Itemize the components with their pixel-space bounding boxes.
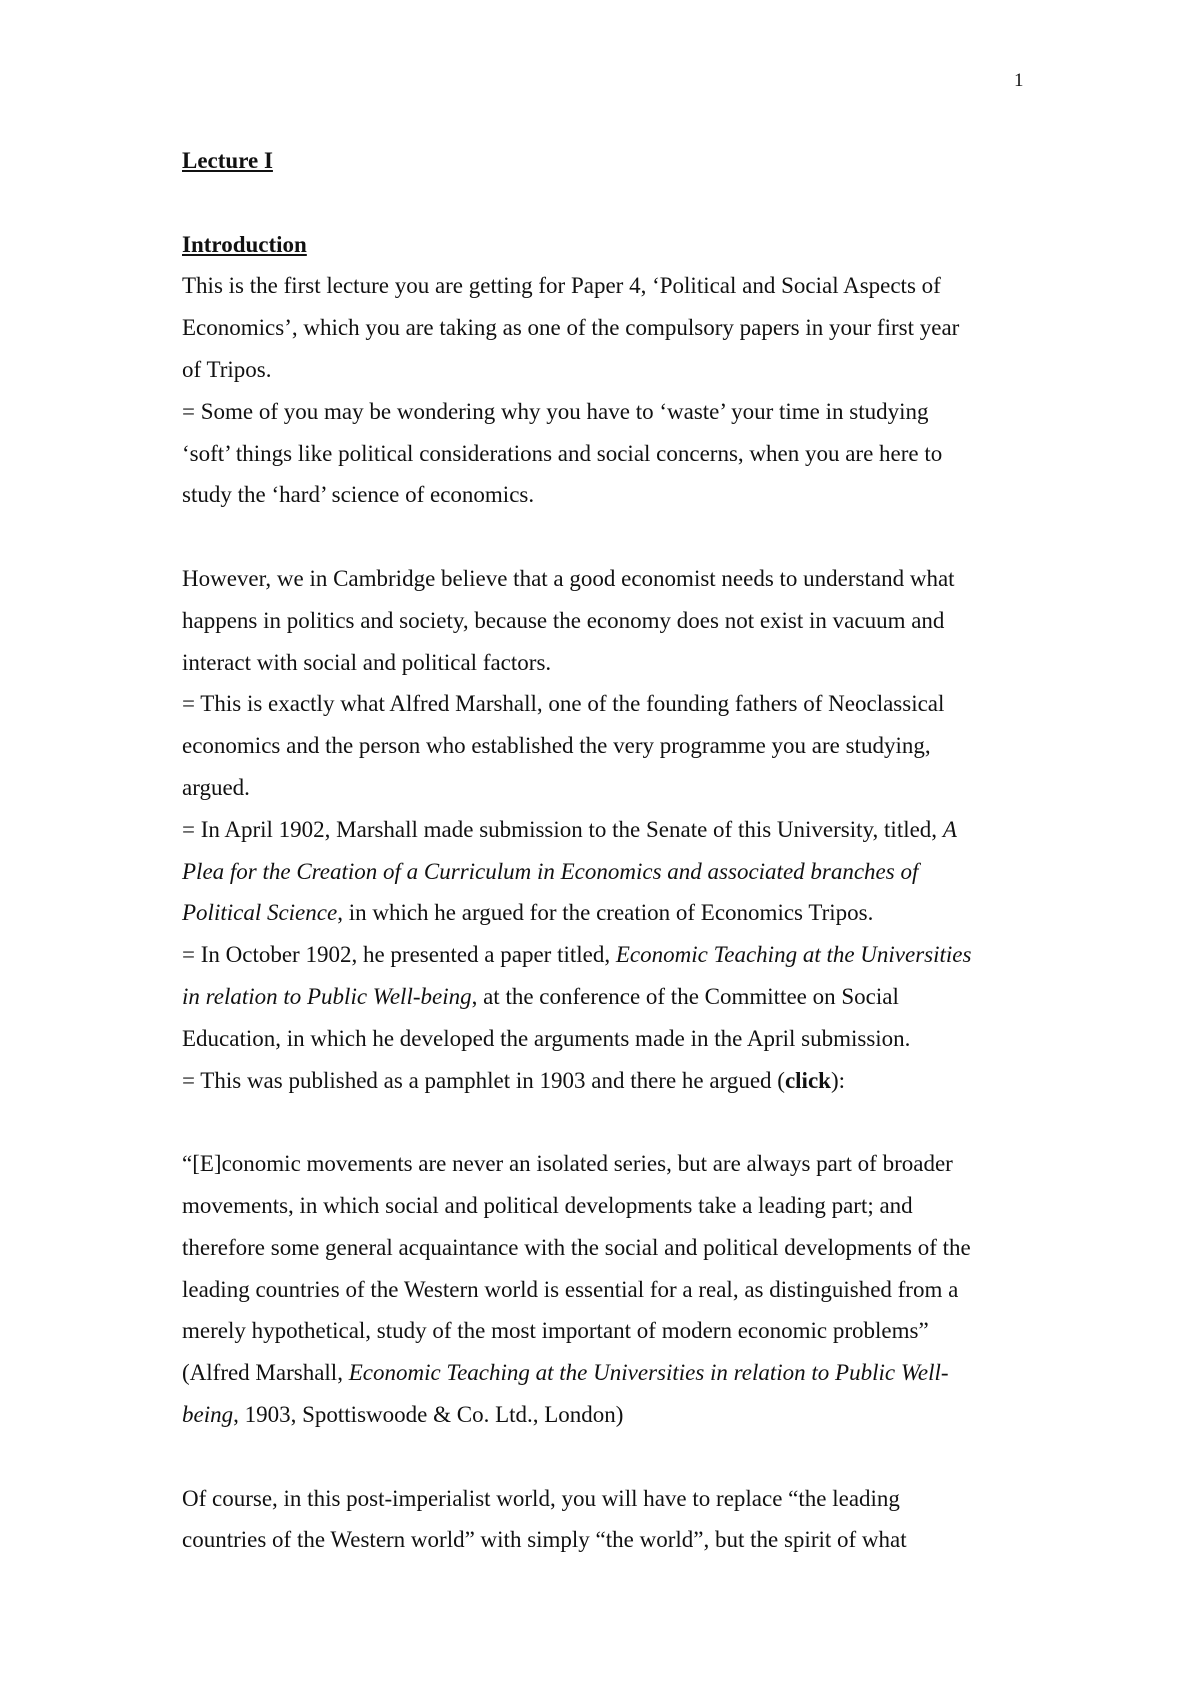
quote-line: therefore some general acquaintance with the social and political developments of the [182,1234,971,1260]
april-line-2: Plea for the Creation of a Curriculum in Economics and associated branches of [182,858,919,884]
citation-line-2: being, 1903, Spottiswoode & Co. Ltd., London) [182,1401,624,1427]
page-number: 1 [1014,70,1024,91]
october-line-2: in relation to Public Well-being, at the conference of the Committee on Social [182,983,899,1009]
paragraph-line: However, we in Cambridge believe that a good economist needs to understand what [182,565,955,591]
paragraph-line: argued. [182,774,250,800]
paragraph-line: study the ‘hard’ science of economics. [182,482,535,508]
paragraph-line: ‘soft’ things like political considerations and social concerns, when you are here to [182,440,943,466]
citation-line-1: (Alfred Marshall, Economic Teaching at the Universities in relation to Public Well- [182,1360,949,1386]
paragraph-line: = This is exactly what Alfred Marshall, one of the founding fathers of Neoclassical [182,691,945,717]
october-line-1: = In October 1902, he presented a paper titled, Economic Teaching at the Universities [182,942,972,968]
paragraph-line: of Tripos. [182,356,272,382]
blank-line [182,182,1042,224]
quote-line: movements, in which social and political developments take a leading part; and [182,1192,913,1218]
paragraph-line: This is the first lecture you are getting for Paper 4, ‘Political and Social Aspects of [182,273,941,299]
april-line-1: = In April 1902, Marshall made submission to the Senate of this University, titled, A [182,816,957,842]
quote-line: leading countries of the Western world is essential for a real, as distinguished from a [182,1276,959,1302]
october-line-3: Education, in which he developed the arguments made in the April submission. [182,1025,911,1051]
blank-line [182,1436,1042,1478]
paragraph-line: economics and the person who established the very programme you are studying, [182,733,931,759]
lecture-heading: Lecture I [182,148,273,173]
pamphlet-line: = This was published as a pamphlet in 1903 and there he argued (click): [182,1067,846,1093]
paragraph-line: Economics’, which you are taking as one of the compulsory papers in your first year [182,315,960,341]
section-heading: Introduction [182,231,307,257]
blank-line [182,516,1042,558]
paragraph-line: interact with social and political factors. [182,649,552,675]
april-line-3: Political Science, in which he argued for the creation of Economics Tripos. [182,900,874,926]
document-body [182,140,1042,1561]
paragraph-line: happens in politics and society, because the economy does not exist in vacuum and [182,607,945,633]
quote-line: “[E]conomic movements are never an isolated series, but are always part of broader [182,1151,953,1177]
blank-line [182,1101,1042,1143]
paragraph-line: Of course, in this post-imperialist world, you will have to replace “the leading [182,1485,900,1511]
paragraph-line: = Some of you may be wondering why you have to ‘waste’ your time in studying [182,398,929,424]
quote-line: merely hypothetical, study of the most important of modern economic problems” [182,1318,929,1344]
paragraph-line: countries of the Western world” with simply “the world”, but the spirit of what [182,1527,907,1553]
